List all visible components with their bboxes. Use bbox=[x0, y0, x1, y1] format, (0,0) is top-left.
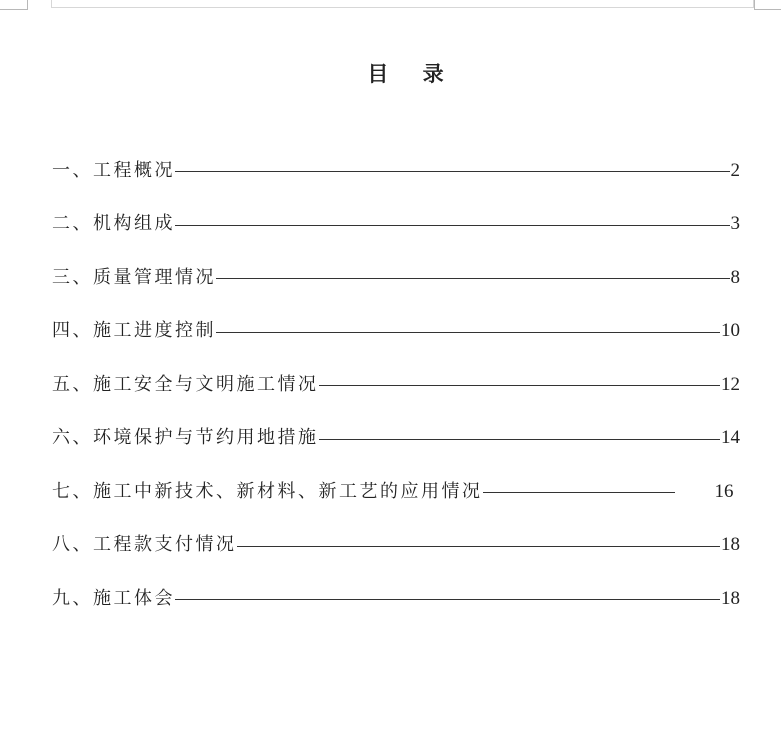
toc-entry-label: 七、施工中新技术、新材料、新工艺的应用情况 bbox=[52, 480, 483, 502]
toc-list bbox=[52, 144, 740, 626]
toc-entry[interactable] bbox=[52, 358, 740, 412]
page-header-right-edge bbox=[753, 0, 754, 8]
toc-leader-line bbox=[319, 439, 721, 440]
toc-entry[interactable] bbox=[52, 305, 740, 359]
toc-leader-line bbox=[216, 278, 730, 279]
toc-leader-line bbox=[483, 492, 675, 493]
toc-leader-line bbox=[175, 599, 720, 600]
page-header-left-edge bbox=[51, 0, 52, 8]
toc-leader-line bbox=[175, 225, 730, 226]
toc-title: 目 录 bbox=[367, 61, 445, 86]
toc-entry-page: 18 bbox=[721, 587, 740, 609]
toc-entry-page: 12 bbox=[721, 373, 740, 395]
toc-entry-page: 16 bbox=[714, 480, 734, 502]
toc-entry[interactable] bbox=[52, 144, 740, 198]
toc-entry-page: 18 bbox=[721, 534, 740, 556]
crop-mark-top-left-horizontal bbox=[0, 9, 28, 10]
toc-entry-label: 五、施工安全与文明施工情况 bbox=[52, 373, 319, 395]
toc-entry-label: 一、工程概况 bbox=[52, 159, 175, 181]
toc-entry-page: 10 bbox=[721, 320, 740, 342]
toc-entry-label: 六、环境保护与节约用地措施 bbox=[52, 427, 319, 449]
toc-entry-page: 2 bbox=[730, 159, 740, 181]
crop-mark-top-right-horizontal bbox=[754, 9, 781, 10]
toc-entry[interactable] bbox=[52, 572, 740, 626]
toc-entry-label: 九、施工体会 bbox=[52, 587, 175, 609]
toc-entry-page: 14 bbox=[721, 427, 740, 449]
toc-entry[interactable] bbox=[52, 412, 740, 466]
toc-entry-label: 四、施工进度控制 bbox=[52, 320, 216, 342]
toc-entry-label: 八、工程款支付情况 bbox=[52, 534, 237, 556]
toc-entry-label: 三、质量管理情况 bbox=[52, 266, 216, 288]
toc-entry[interactable] bbox=[52, 519, 740, 573]
toc-leader-line bbox=[319, 385, 721, 386]
page-header-border bbox=[51, 7, 754, 8]
toc-leader-line bbox=[175, 171, 730, 172]
toc-entry[interactable] bbox=[52, 198, 740, 252]
toc-entry-label: 二、机构组成 bbox=[52, 213, 175, 235]
toc-leader-line bbox=[216, 332, 720, 333]
toc-leader-line bbox=[237, 546, 721, 547]
toc-entry[interactable] bbox=[52, 251, 740, 305]
toc-entry-page: 8 bbox=[730, 266, 740, 288]
toc-entry-page: 3 bbox=[730, 213, 740, 235]
toc-entry[interactable] bbox=[52, 465, 740, 519]
